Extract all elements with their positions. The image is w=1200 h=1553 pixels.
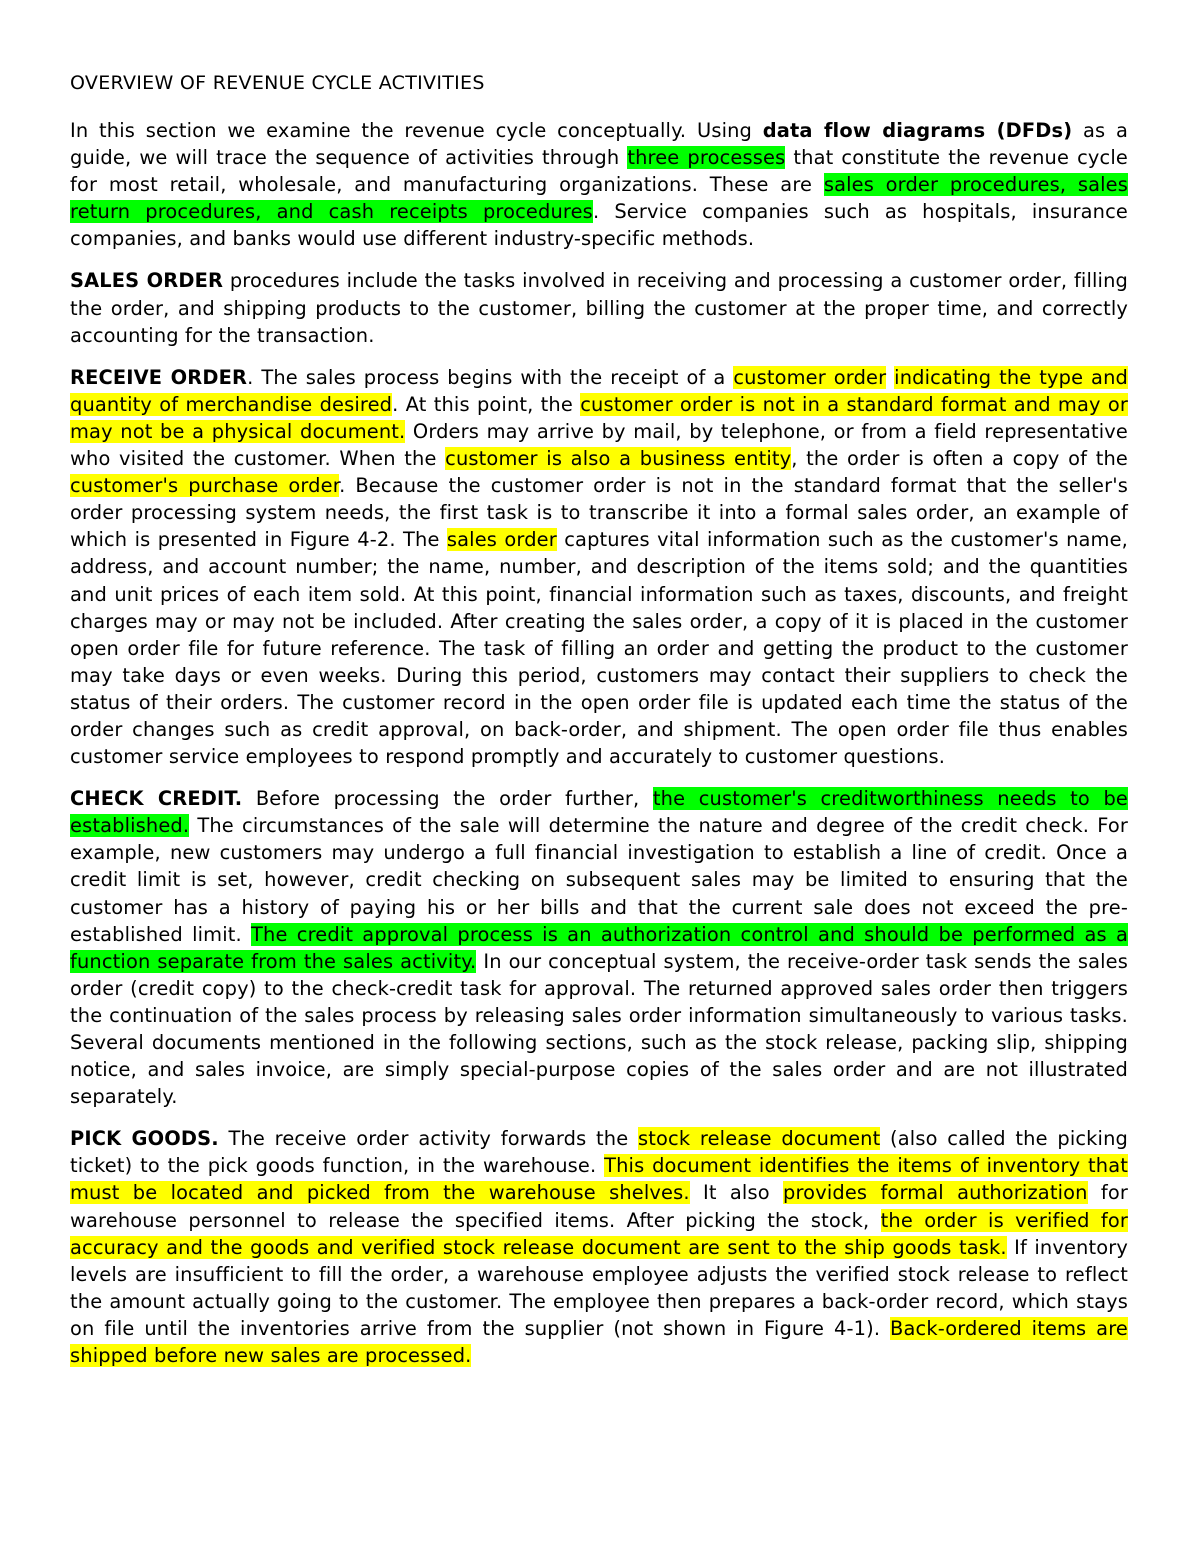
paragraph-text: . At this point, the [392, 392, 581, 416]
highlighted-text: Back-ordered items are shipped before new sales are processed. [70, 1316, 1128, 1368]
highlighted-text: three processes [627, 146, 786, 170]
highlighted-text: customer's purchase order [70, 474, 340, 498]
paragraph-text: , the order is often a copy of the [791, 447, 1128, 471]
paragraph-text: that constitute the revenue cycle for most retail, wholesale, and manufacturing organizations. These are [70, 146, 1128, 197]
paragraph-text: In this section we examine the revenue cycle conceptually. Using [70, 119, 763, 142]
highlighted-text: customer order [733, 365, 887, 389]
section-heading: SALES ORDER [70, 269, 224, 293]
highlighted-text: This document identifies the items of inventory that must be located and picked from the warehouse shelves. [70, 1154, 1128, 1205]
paragraph [70, 267, 1128, 348]
paragraph-text: If inventory levels are insufficient to fill the order, a warehouse employee adjusts the verified stock release to reflect the amount actually going to the customer. The employee then prepares a back-order record, which stays on file until the inventories arrive from the supplier (not shown in Figure 4-1). [70, 1235, 1129, 1340]
paragraph-text: . Because the customer order is not in the standard format that the seller's order processing system needs, the first task is to transcribe it into a formal sales order, an example of which is presented in Figure 4-2. The [70, 474, 1128, 552]
section-heading: RECEIVE ORDER [70, 365, 248, 389]
section-heading: data flow diagrams (DFDs) [762, 119, 1073, 142]
highlighted-text: customer is also a business entity [445, 447, 792, 471]
paragraph [70, 1125, 1128, 1369]
paragraph [70, 364, 1128, 770]
document-body [70, 117, 1128, 1369]
paragraph-text: . The sales process begins with the receipt of a [247, 365, 734, 389]
highlighted-text: sales order [446, 528, 557, 552]
section-heading: PICK GOODS. [70, 1127, 219, 1151]
highlighted-text: indicating the type and quantity of merchandise desired [70, 365, 1128, 416]
document-title: OVERVIEW OF REVENUE CYCLE ACTIVITIES [70, 72, 485, 94]
highlighted-text: the order is verified for accuracy and the goods and verified stock release document are sent to the ship goods task. [70, 1208, 1128, 1259]
document-page [70, 70, 1128, 1384]
highlighted-text: the customer's creditworthiness needs to be established. [70, 787, 1129, 838]
paragraph-text [886, 366, 894, 389]
highlighted-text: customer order is not in a standard format and may or may not be a physical document. [70, 392, 1128, 443]
highlighted-text: provides formal authorization [783, 1181, 1088, 1205]
paragraph [70, 117, 1128, 252]
highlighted-text: stock release document [638, 1127, 881, 1151]
paragraph-text: It also [689, 1181, 784, 1205]
paragraph-text: for warehouse personnel to release the specified items. After picking the stock, [70, 1181, 1128, 1232]
paragraph-text: In our conceptual system, the receive-order task sends the sales order (credit copy) to the check-credit task for approval. The returned approved sales order then triggers the continuation of the sales process by releasing sales order information simultaneously to various tasks. Several documents mentioned in the following sections, such as the stock release, packing slip, shipping notice, and sales invoice, are simply special-purpose copies of the sales order and are not illustrated separately. [70, 949, 1128, 1109]
paragraph-text: procedures include the tasks involved in receiving and processing a customer order, filling the order, and shipping products to the customer, billing the customer at the proper time, and correctly accounting for the transaction. [70, 269, 1128, 347]
highlighted-text: sales order procedures, sales return procedures, and cash receipts procedures [70, 173, 1128, 224]
paragraph-text: The receive order activity forwards the [218, 1127, 638, 1151]
paragraph-text: . Service companies such as hospitals, insurance companies, and banks would use different industry-specific methods. [70, 200, 1128, 251]
paragraph [70, 785, 1128, 1110]
paragraph-text: Orders may arrive by mail, by telephone, or from a field representative who visited the customer. When the [70, 419, 1128, 471]
paragraph-text: (also called the picking ticket) to the pick goods function, in the warehouse. [70, 1127, 1128, 1178]
paragraph-text: Before processing the order further, [242, 787, 653, 811]
highlighted-text: The credit approval process is an authorization control and should be performed as a function separate from the sales activity. [70, 922, 1128, 973]
paragraph-text: The circumstances of the sale will determine the nature and degree of the credit check. For example, new customers may undergo a full financial investigation to establish a line of credit. Once a credit limit is set, however, credit checking on subsequent sales may be limited to ensuring that the customer has a history of paying his or her bills and that the current sale does not exceed the pre-established limit. [70, 814, 1128, 946]
section-heading: CHECK CREDIT. [70, 787, 243, 811]
paragraph-text: as a guide, we will trace the sequence of activities through [70, 119, 1128, 170]
paragraph-text: captures vital information such as the customer's name, address, and account number; the name, number, and description of the items sold; and the quantities and unit prices of each item sold. At this point, financial information such as taxes, discounts, and freight charges may or may not be included. After creating the sales order, a copy of it is placed in the customer open order file for future reference. The task of filling an order and getting the product to the customer may take days or even weeks. During this period, customers may contact their suppliers to check the status of their orders. The customer record in the open order file is updated each time the status of the order changes such as credit approval, on back-order, and shipment. The open order file thus enables customer service employees to respond promptly and accurately to customer questions. [70, 528, 1128, 769]
